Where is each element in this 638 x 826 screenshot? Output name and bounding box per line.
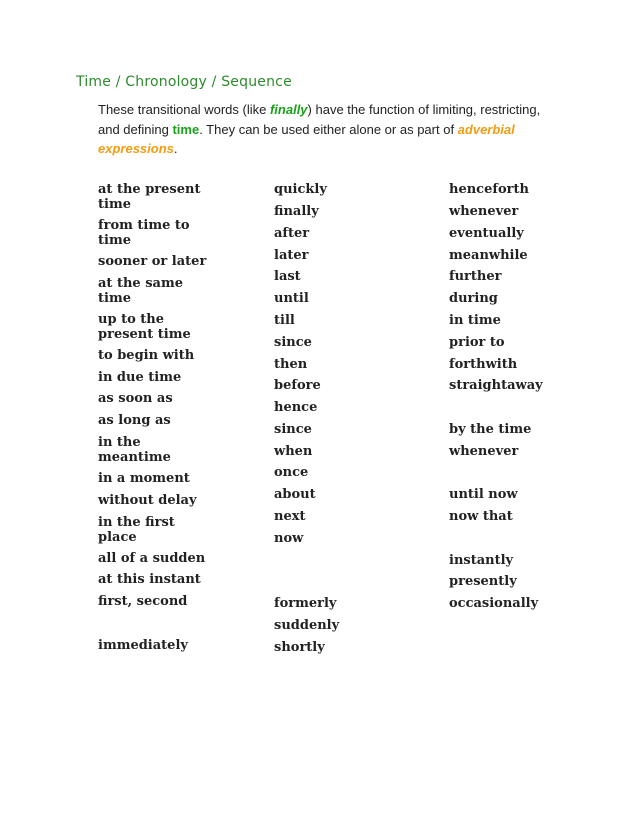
intro-emphasis-finally: finally bbox=[269, 102, 308, 117]
word-list-item: first, second bbox=[98, 594, 188, 609]
word-list-item: whenever bbox=[449, 444, 519, 459]
word-list-item: in time bbox=[449, 313, 501, 328]
word-list-item: next bbox=[274, 509, 306, 524]
word-list-item: all of a sudden bbox=[98, 551, 206, 566]
word-list-item: now that bbox=[449, 509, 513, 524]
word-list-item: without delay bbox=[98, 493, 197, 508]
word-list-item: since bbox=[274, 422, 312, 437]
word-list-item: immediately bbox=[98, 638, 188, 653]
word-list-item: later bbox=[274, 248, 309, 263]
word-list-item: by the time bbox=[449, 422, 532, 437]
word-list-item: eventually bbox=[449, 226, 524, 241]
word-list-item: from time to time bbox=[98, 218, 190, 248]
word-list-item: at the same time bbox=[98, 276, 183, 306]
word-list-item: finally bbox=[274, 204, 319, 219]
word-list-item: last bbox=[274, 269, 301, 284]
word-list-item: prior to bbox=[449, 335, 505, 350]
word-list-item: hence bbox=[274, 400, 318, 415]
intro-emphasis-adverbial: adverbial expressions bbox=[98, 121, 515, 156]
word-list-item: then bbox=[274, 357, 308, 372]
section-heading: Time / Chronology / Sequence bbox=[76, 74, 292, 90]
word-list-item: presently bbox=[449, 574, 517, 589]
word-list-item: to begin with bbox=[98, 348, 195, 363]
intro-text: . bbox=[173, 141, 178, 156]
word-list-item: until bbox=[274, 291, 309, 306]
word-list-item: till bbox=[274, 313, 295, 328]
intro-paragraph bbox=[98, 100, 548, 159]
word-list-item: further bbox=[449, 269, 502, 284]
word-list-item: when bbox=[274, 444, 313, 459]
word-list-item: suddenly bbox=[274, 618, 340, 633]
word-list-item: before bbox=[274, 378, 321, 393]
intro-emphasis-time: time bbox=[172, 121, 200, 137]
word-list-item: now bbox=[274, 531, 304, 546]
word-list-item: in due time bbox=[98, 370, 182, 385]
word-list-item: shortly bbox=[274, 640, 325, 655]
word-list-item: up to the present time bbox=[98, 312, 191, 342]
word-list-item: once bbox=[274, 465, 309, 480]
word-list-item: since bbox=[274, 335, 312, 350]
intro-text: ) have the function of limiting, restricting, and defining bbox=[98, 102, 541, 137]
word-list-item: quickly bbox=[274, 182, 327, 197]
word-list-item: about bbox=[274, 487, 316, 502]
word-list-item: at this instant bbox=[98, 572, 201, 587]
word-list-item: instantly bbox=[449, 553, 514, 568]
word-list-item: henceforth bbox=[449, 182, 529, 197]
word-list-item: at the present time bbox=[98, 182, 201, 212]
intro-text: These transitional words (like bbox=[98, 102, 270, 117]
word-list-item: straightaway bbox=[449, 378, 543, 393]
word-list-item: in the first place bbox=[98, 515, 175, 545]
word-list-item: as long as bbox=[98, 413, 171, 428]
word-list-item: forthwith bbox=[449, 357, 518, 372]
word-list-item: formerly bbox=[274, 596, 337, 611]
word-list-item: in the meantime bbox=[98, 435, 171, 465]
word-list-item: occasionally bbox=[449, 596, 539, 611]
word-list-item: after bbox=[274, 226, 310, 241]
intro-text: . They can be used either alone or as part of bbox=[199, 121, 458, 137]
word-list-item: in a moment bbox=[98, 471, 190, 486]
word-list-item: until now bbox=[449, 487, 518, 502]
word-list-item: whenever bbox=[449, 204, 519, 219]
word-list-item: as soon as bbox=[98, 391, 173, 406]
word-list-item: during bbox=[449, 291, 498, 306]
word-list-item: sooner or later bbox=[98, 254, 207, 269]
word-list-item: meanwhile bbox=[449, 248, 528, 263]
